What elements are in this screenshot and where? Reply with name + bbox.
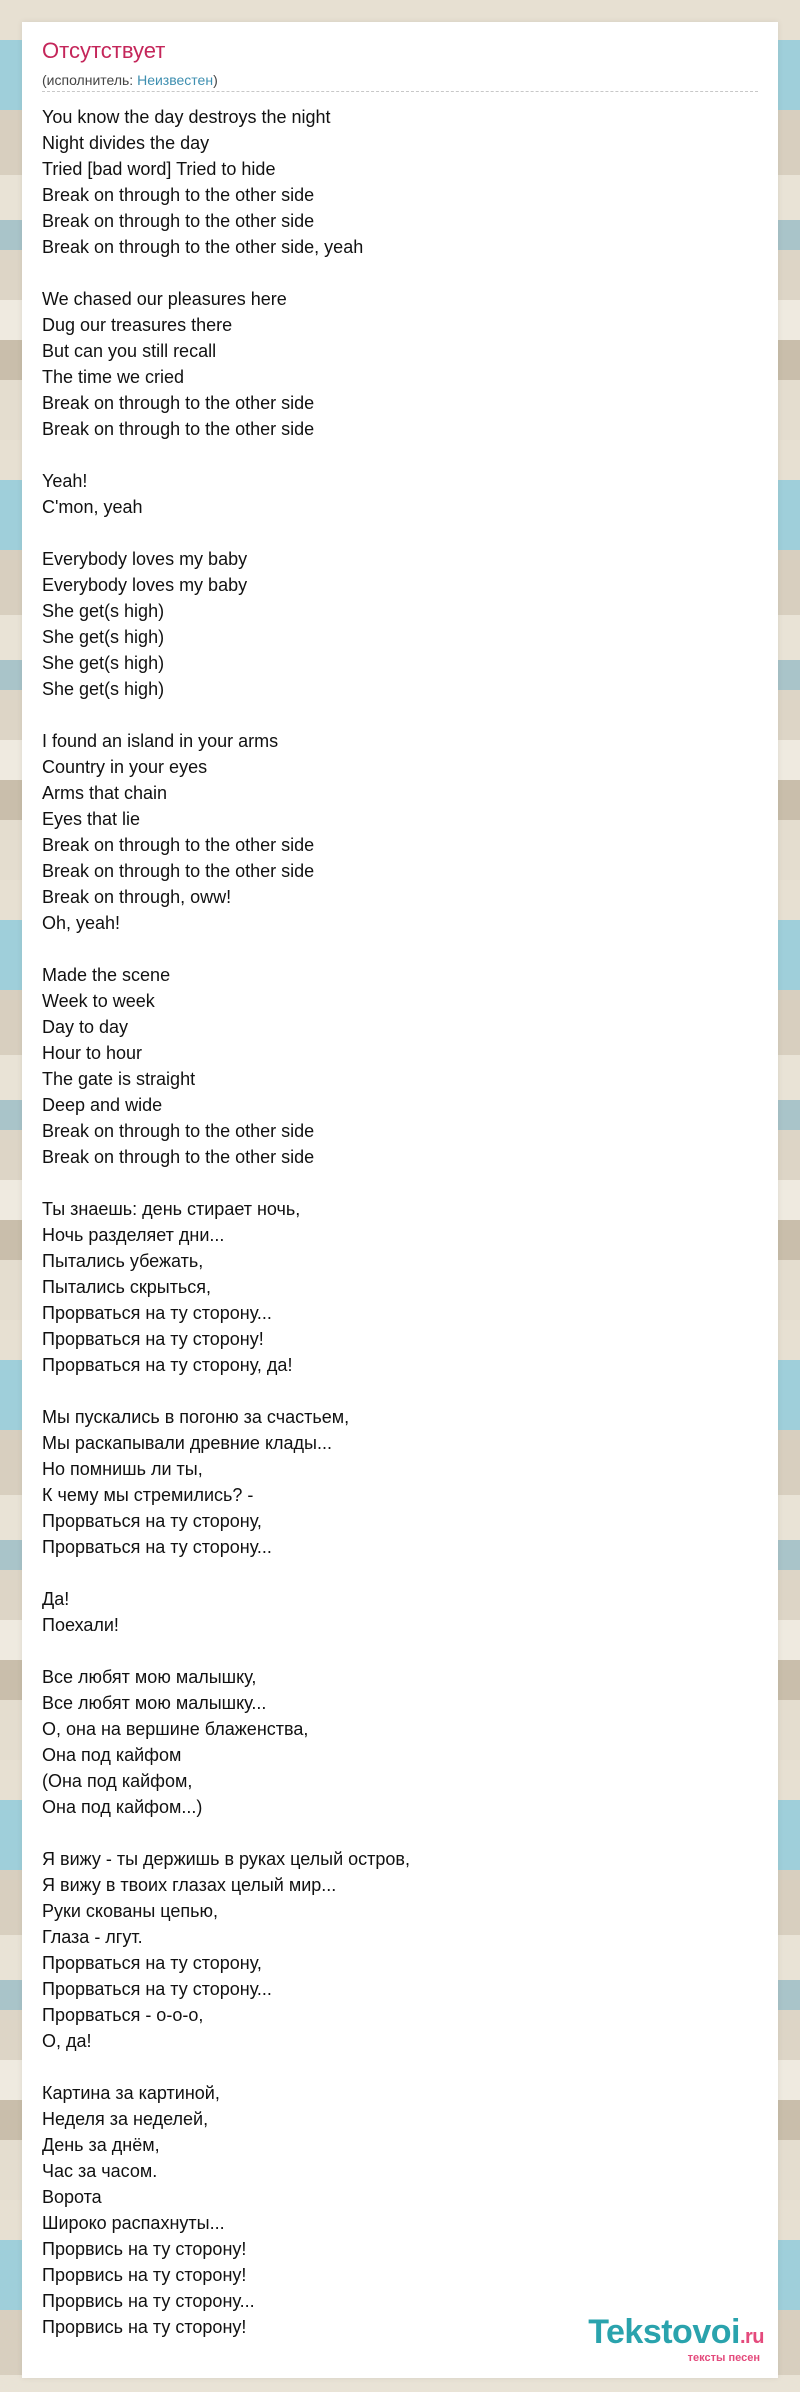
artist-line bbox=[42, 72, 218, 88]
lyric-line: Прорваться - о-о-о, bbox=[42, 2005, 204, 2025]
logo-tagline: тексты песен bbox=[687, 2352, 760, 2364]
site-logo[interactable] bbox=[588, 2315, 764, 2364]
lyric-line: Arms that chain bbox=[42, 783, 168, 803]
lyric-line: О, да! bbox=[42, 2031, 92, 2051]
logo-tld: .ru bbox=[739, 2326, 764, 2348]
artist-link[interactable]: Неизвестен bbox=[137, 72, 214, 88]
stanza-gap bbox=[42, 2054, 758, 2080]
lyric-line: Все любят мою малышку, bbox=[42, 1667, 257, 1687]
lyric-line: She get(s high) bbox=[42, 653, 165, 673]
stanza-gap bbox=[42, 1638, 758, 1664]
lyric-line: Break on through to the other side bbox=[42, 1147, 315, 1167]
lyric-line: Прорвись на ту сторону! bbox=[42, 2317, 247, 2337]
lyric-line: Break on through to the other side bbox=[42, 211, 315, 231]
lyric-line: Прорваться на ту сторону! bbox=[42, 1329, 264, 1349]
lyric-line: Break on through to the other side bbox=[42, 835, 315, 855]
lyric-line: Break on through to the other side bbox=[42, 419, 315, 439]
lyric-line: (Она под кайфом, bbox=[42, 1771, 193, 1791]
lyric-line: Она под кайфом bbox=[42, 1745, 182, 1765]
stanza bbox=[42, 104, 758, 260]
lyric-line: Она под кайфом...) bbox=[42, 1797, 203, 1817]
lyric-line: Глаза - лгут. bbox=[42, 1927, 143, 1947]
lyric-line: Но помнишь ли ты, bbox=[42, 1459, 203, 1479]
lyric-line: Country in your eyes bbox=[42, 757, 208, 777]
lyric-line: Прорвись на ту сторону! bbox=[42, 2239, 247, 2259]
stanza-gap bbox=[42, 1170, 758, 1196]
lyric-line: Пытались скрыться, bbox=[42, 1277, 212, 1297]
lyric-line: We chased our pleasures here bbox=[42, 289, 287, 309]
lyric-line: Ты знаешь: день стирает ночь, bbox=[42, 1199, 301, 1219]
lyric-line: Deep and wide bbox=[42, 1095, 163, 1115]
lyric-line: Прорвись на ту сторону! bbox=[42, 2265, 247, 2285]
lyric-line: Eyes that lie bbox=[42, 809, 141, 829]
stanza bbox=[42, 1846, 758, 2054]
lyric-line: Break on through to the other side, yeah bbox=[42, 237, 364, 257]
lyric-line: Неделя за неделей, bbox=[42, 2109, 209, 2129]
lyric-line: Все любят мою малышку... bbox=[42, 1693, 267, 1713]
stanza bbox=[42, 468, 758, 520]
stanza bbox=[42, 962, 758, 1170]
stanza bbox=[42, 728, 758, 936]
stanza-gap bbox=[42, 1378, 758, 1404]
lyric-line: Made the scene bbox=[42, 965, 171, 985]
lyric-line: She get(s high) bbox=[42, 627, 165, 647]
lyrics-text bbox=[42, 104, 758, 2340]
stanza bbox=[42, 1664, 758, 1820]
lyric-line: Oh, yeah! bbox=[42, 913, 121, 933]
logo-name: Tekstovoi bbox=[588, 2313, 740, 2351]
stanza-gap bbox=[42, 1820, 758, 1846]
lyric-line: Hour to hour bbox=[42, 1043, 143, 1063]
lyric-line: День за днём, bbox=[42, 2135, 160, 2155]
lyric-line: Yeah! bbox=[42, 471, 88, 491]
stanza bbox=[42, 2080, 758, 2340]
lyric-line: К чему мы стремились? - bbox=[42, 1485, 254, 1505]
lyric-line: Прорваться на ту сторону, bbox=[42, 1953, 262, 1973]
lyric-line: Everybody loves my baby bbox=[42, 575, 248, 595]
song-title: Отсутствует bbox=[42, 38, 166, 63]
lyric-line: Картина за картиной, bbox=[42, 2083, 220, 2103]
lyric-line: Мы пускались в погоню за счастьем, bbox=[42, 1407, 350, 1427]
lyric-line: Прорваться на ту сторону... bbox=[42, 1537, 272, 1557]
lyric-line: Ночь разделяет дни... bbox=[42, 1225, 225, 1245]
lyric-line: Dug our treasures there bbox=[42, 315, 233, 335]
lyrics-page bbox=[22, 22, 778, 2378]
lyric-line: Week to week bbox=[42, 991, 155, 1011]
lyric-line: Поехали! bbox=[42, 1615, 119, 1635]
logo-wordmark bbox=[588, 2315, 764, 2354]
stanza-gap bbox=[42, 1560, 758, 1586]
lyric-line: Прорваться на ту сторону... bbox=[42, 1979, 272, 1999]
stanza bbox=[42, 286, 758, 442]
lyric-line: Я вижу в твоих глазах целый мир... bbox=[42, 1875, 337, 1895]
lyric-line: I found an island in your arms bbox=[42, 731, 279, 751]
stanza bbox=[42, 1586, 758, 1638]
artist-suffix: ) bbox=[213, 72, 218, 88]
lyric-line: Пытались убежать, bbox=[42, 1251, 204, 1271]
lyric-line: Прорвись на ту сторону... bbox=[42, 2291, 255, 2311]
title-divider bbox=[42, 91, 758, 92]
stanza-gap bbox=[42, 520, 758, 546]
lyric-line: She get(s high) bbox=[42, 601, 165, 621]
lyric-line: Break on through to the other side bbox=[42, 185, 315, 205]
stanza-gap bbox=[42, 260, 758, 286]
lyric-line: Прорваться на ту сторону, да! bbox=[42, 1355, 293, 1375]
lyric-line: The gate is straight bbox=[42, 1069, 196, 1089]
lyric-line: Break on through, oww! bbox=[42, 887, 232, 907]
lyric-line: Я вижу - ты держишь в руках целый остров, bbox=[42, 1849, 410, 1869]
lyric-line: Break on through to the other side bbox=[42, 393, 315, 413]
stanza bbox=[42, 1196, 758, 1378]
lyric-line: Ворота bbox=[42, 2187, 102, 2207]
lyric-line: Мы раскапывали древние клады... bbox=[42, 1433, 332, 1453]
lyric-line: Прорваться на ту сторону... bbox=[42, 1303, 272, 1323]
stanza-gap bbox=[42, 936, 758, 962]
lyric-line: Час за часом. bbox=[42, 2161, 158, 2181]
lyric-line: Break on through to the other side bbox=[42, 1121, 315, 1141]
lyric-line: О, она на вершине блаженства, bbox=[42, 1719, 309, 1739]
lyric-line: You know the day destroys the night bbox=[42, 107, 331, 127]
lyric-line: Tried [bad word] Tried to hide bbox=[42, 159, 276, 179]
stanza-gap bbox=[42, 442, 758, 468]
stanza-gap bbox=[42, 702, 758, 728]
lyric-line: Break on through to the other side bbox=[42, 861, 315, 881]
lyric-line: Да! bbox=[42, 1589, 70, 1609]
lyric-line: Прорваться на ту сторону, bbox=[42, 1511, 262, 1531]
lyric-line: Day to day bbox=[42, 1017, 129, 1037]
lyric-line: But can you still recall bbox=[42, 341, 217, 361]
stanza bbox=[42, 1404, 758, 1560]
artist-prefix: (исполнитель: bbox=[42, 72, 138, 88]
lyric-line: Night divides the day bbox=[42, 133, 210, 153]
lyric-line: The time we cried bbox=[42, 367, 185, 387]
lyric-line: Everybody loves my baby bbox=[42, 549, 248, 569]
lyric-line: C'mon, yeah bbox=[42, 497, 143, 517]
lyric-line: She get(s high) bbox=[42, 679, 165, 699]
lyric-line: Руки скованы цепью, bbox=[42, 1901, 219, 1921]
lyric-line: Широко распахнуты... bbox=[42, 2213, 225, 2233]
stanza bbox=[42, 546, 758, 702]
